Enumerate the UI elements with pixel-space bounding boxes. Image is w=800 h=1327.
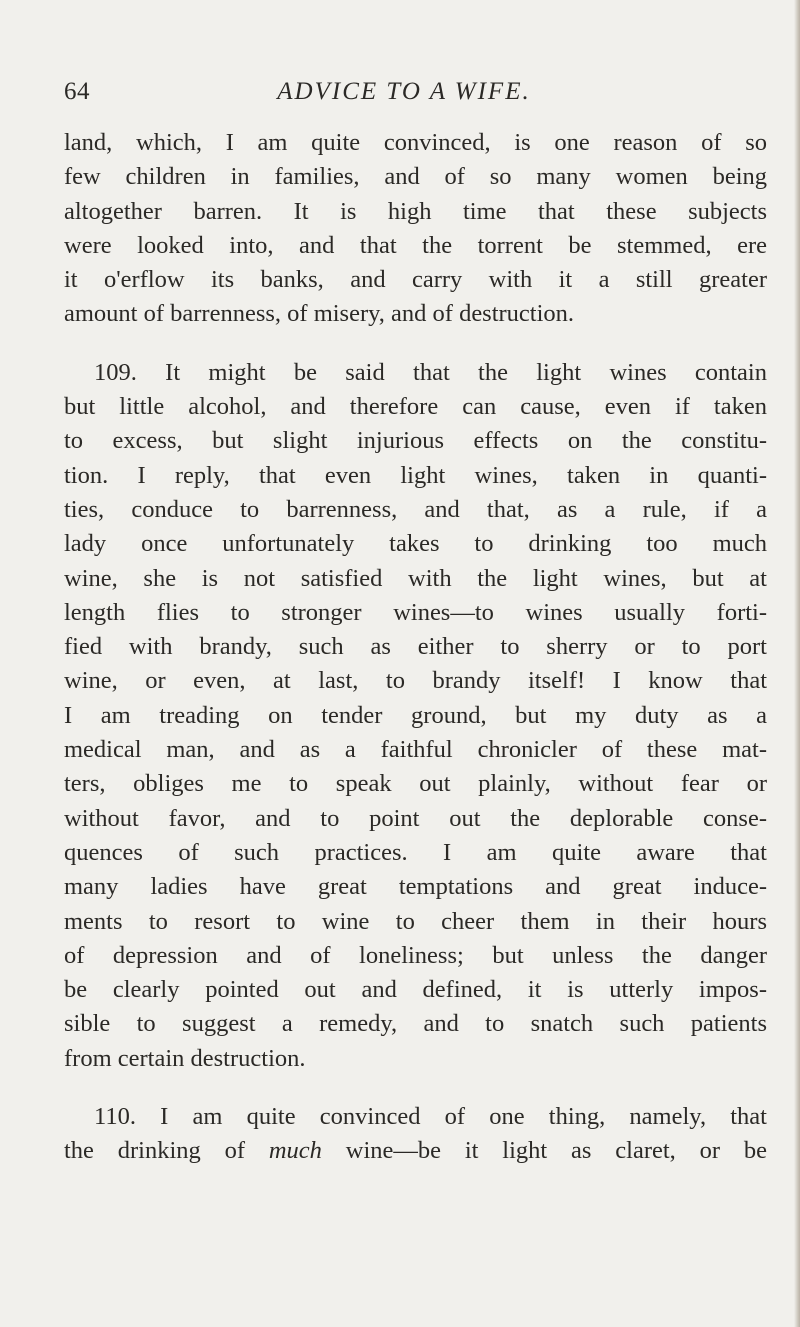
text-line: quences of such practices. I am quite aware that bbox=[64, 838, 767, 866]
paragraph-109 bbox=[64, 356, 767, 1076]
text-line: from certain destruction. bbox=[64, 1044, 306, 1072]
text-line: medical man, and as a faithful chronicler of these mat- bbox=[64, 736, 767, 764]
text-line: were looked into, and that the torrent be stemmed, ere bbox=[64, 231, 767, 259]
paragraph-continuation bbox=[64, 126, 767, 332]
page-edge-shadow bbox=[794, 0, 800, 1327]
page-header bbox=[64, 78, 744, 108]
text-line: altogether barren. It is high time that these subjects bbox=[64, 197, 767, 225]
text-line: wine, or even, at last, to brandy itself! I know that bbox=[64, 667, 767, 695]
text-segment: the drinking of bbox=[64, 1137, 269, 1165]
text-line: without favor, and to point out the deplorable conse- bbox=[64, 804, 767, 832]
text-line: lady once unfortunately takes to drinking too much bbox=[64, 530, 767, 558]
text-line: length flies to stronger wines—to wines usually forti- bbox=[64, 598, 767, 626]
body-text bbox=[64, 126, 767, 1169]
text-segment: wine—be it light as claret, or be bbox=[321, 1137, 767, 1165]
text-line: tion. I reply, that even light wines, taken in quanti- bbox=[64, 461, 767, 489]
text-line: but little alcohol, and therefore can cause, even if taken bbox=[64, 393, 767, 421]
text-line: 109. It might be said that the light wines contain bbox=[94, 358, 767, 386]
text-line: 110. I am quite convinced of one thing, namely, that bbox=[94, 1103, 767, 1131]
text-line: fied with brandy, such as either to sherry or to port bbox=[64, 633, 767, 661]
text-line: I am treading on tender ground, but my duty as a bbox=[64, 701, 767, 729]
text-line-with-emphasis bbox=[64, 1134, 767, 1168]
text-line: it o'erflow its banks, and carry with it a still greater bbox=[64, 266, 767, 294]
paragraph-110 bbox=[64, 1100, 767, 1169]
text-line: ters, obliges me to speak out plainly, without fear or bbox=[64, 770, 767, 798]
text-line: few children in families, and of so many women being bbox=[64, 163, 767, 191]
text-line: to excess, but slight injurious effects on the constitu- bbox=[64, 427, 767, 455]
text-line: ties, conduce to barrenness, and that, as a rule, if a bbox=[64, 495, 767, 523]
text-line: wine, she is not satisfied with the light wines, but at bbox=[64, 564, 767, 592]
running-title: ADVICE TO A WIFE. bbox=[277, 78, 531, 105]
text-line: sible to suggest a remedy, and to snatch such patients bbox=[64, 1010, 767, 1038]
text-line: be clearly pointed out and defined, it is utterly impos- bbox=[64, 976, 767, 1004]
page-number: 64 bbox=[64, 78, 90, 105]
paragraph-spacer bbox=[64, 332, 767, 356]
emphasis-word: much bbox=[268, 1137, 322, 1165]
text-line: of depression and of loneliness; but unless the danger bbox=[64, 941, 767, 969]
text-line: amount of barrenness, of misery, and of destruction. bbox=[64, 300, 575, 328]
text-line: many ladies have great temptations and great induce- bbox=[64, 873, 767, 901]
paragraph-spacer bbox=[64, 1076, 767, 1100]
text-line: ments to resort to wine to cheer them in their hours bbox=[64, 907, 767, 935]
text-line: land, which, I am quite convinced, is one reason of so bbox=[64, 129, 767, 156]
